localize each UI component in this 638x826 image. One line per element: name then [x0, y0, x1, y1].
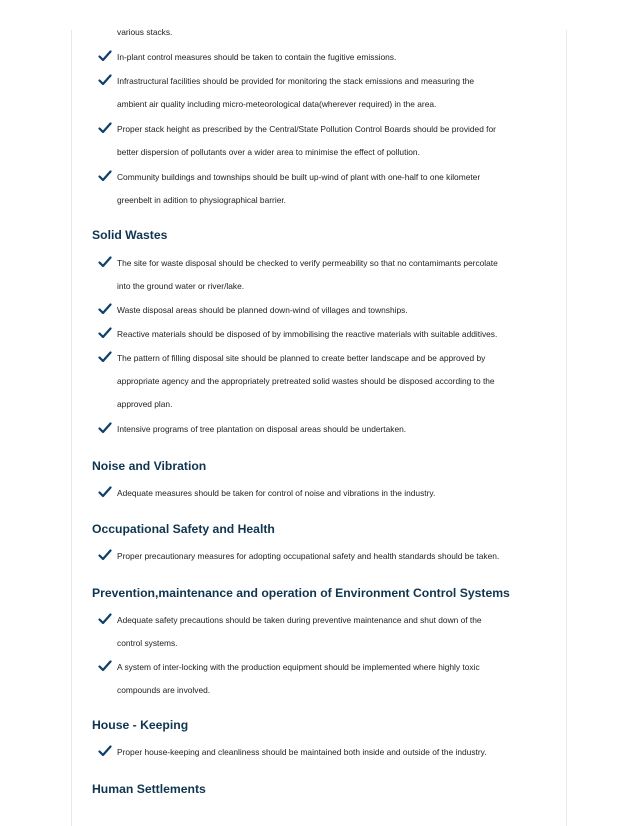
- list-item-continuation: appropriate agency and the appropriately pretreated solid wastes should be disposed according to the: [117, 376, 495, 386]
- list-item: Infrastructural facilities should be provided for monitoring the stack emissions and measuring the: [117, 76, 475, 86]
- list-item-continuation: control systems.: [117, 638, 178, 648]
- list-item: A system of inter-locking with the production equipment should be implemented where highly toxic: [117, 662, 480, 672]
- checkmark-icon: [98, 549, 112, 561]
- section-heading-solid-wastes: Solid Wastes: [92, 228, 168, 242]
- checkmark-icon: [98, 256, 112, 268]
- list-item: Community buildings and townships should be built up-wind of plant with one-half to one kilometer: [117, 172, 481, 182]
- checkmark-icon: [98, 170, 112, 182]
- checkmark-icon: [98, 660, 112, 672]
- checkmark-icon: [98, 486, 112, 498]
- list-item-continuation: compounds are involved.: [117, 685, 211, 695]
- list-item-continuation: ambient air quality including micro-meteorological data(wherever required) in the area.: [117, 99, 437, 109]
- section-heading-occupational-safety: Occupational Safety and Health: [92, 522, 275, 536]
- checkmark-icon: [98, 745, 112, 757]
- list-item-continuation: greenbelt in adition to physiographical barrier.: [117, 195, 286, 205]
- list-item: In-plant control measures should be taken to contain the fugitive emissions.: [117, 52, 397, 62]
- list-item: Proper house-keeping and cleanliness should be maintained both inside and outside of the industry.: [117, 747, 487, 757]
- intro-line: various stacks.: [117, 27, 173, 37]
- list-item: Adequate measures should be taken for control of noise and vibrations in the industry.: [117, 488, 436, 498]
- section-heading-noise-vibration: Noise and Vibration: [92, 459, 207, 473]
- list-item: Proper precautionary measures for adopting occupational safety and health standards should be taken.: [117, 551, 500, 561]
- list-item: The pattern of filling disposal site should be planned to create better landscape and be approved by: [117, 353, 486, 363]
- page-left-edge: [71, 30, 72, 826]
- checkmark-icon: [98, 422, 112, 434]
- checkmark-icon: [98, 351, 112, 363]
- list-item: The site for waste disposal should be checked to verify permeability so that no contamimants percolate: [117, 258, 498, 268]
- list-item-continuation: better dispersion of pollutants over a wider area to minimise the effect of pollution.: [117, 147, 420, 157]
- list-item: Intensive programs of tree plantation on disposal areas should be undertaken.: [117, 424, 407, 434]
- list-item-continuation: approved plan.: [117, 399, 173, 409]
- page-right-edge: [566, 30, 567, 826]
- checkmark-icon: [98, 327, 112, 339]
- section-heading-house-keeping: House - Keeping: [92, 718, 189, 732]
- list-item: Waste disposal areas should be planned down-wind of villages and townships.: [117, 305, 408, 315]
- checkmark-icon: [98, 122, 112, 134]
- checkmark-icon: [98, 74, 112, 86]
- list-item: Proper stack height as prescribed by the Central/State Pollution Control Boards should be provided for: [117, 124, 496, 134]
- list-item: Adequate safety precautions should be taken during preventive maintenance and shut down of the: [117, 615, 482, 625]
- checkmark-icon: [98, 303, 112, 315]
- section-heading-prevention-maintenance: Prevention,maintenance and operation of Environment Control Systems: [92, 586, 510, 600]
- checkmark-icon: [98, 613, 112, 625]
- list-item-continuation: into the ground water or river/lake.: [117, 281, 245, 291]
- checkmark-icon: [98, 50, 112, 62]
- section-heading-human-settlements: Human Settlements: [92, 782, 206, 796]
- list-item: Reactive materials should be disposed of by immobilising the reactive materials with suitable additives.: [117, 329, 498, 339]
